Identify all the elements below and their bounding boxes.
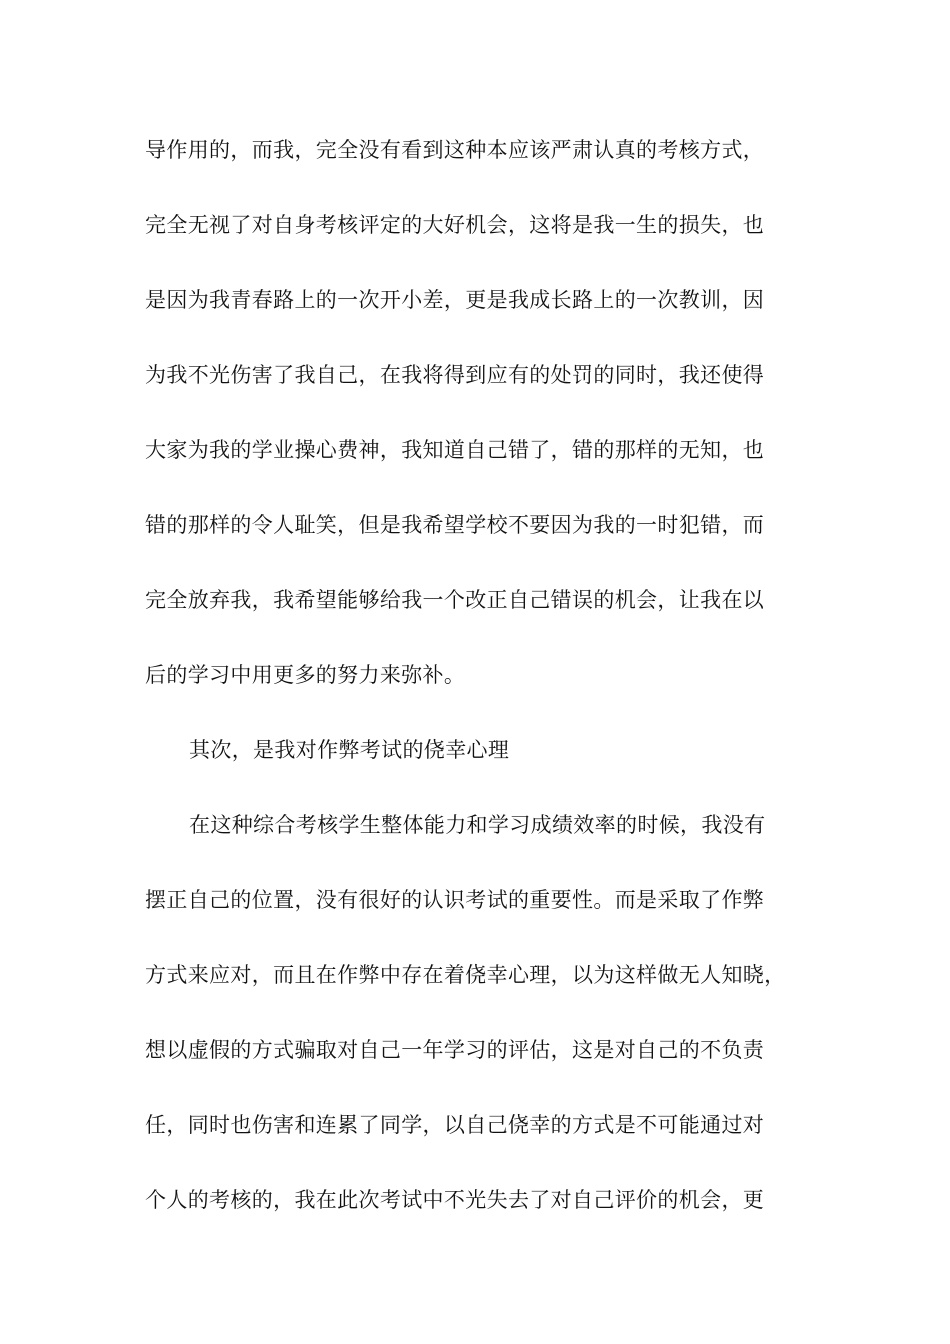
text-line: 导作用的，而我，完全没有看到这种本应该严肃认真的考核方式， — [145, 138, 765, 162]
text-line: 大家为我的学业操心费神，我知道自己错了，错的那样的无知，也 — [145, 438, 765, 462]
text-line: 方式来应对，而且在作弊中存在着侥幸心理，以为这样做无人知晓， — [145, 963, 786, 987]
paragraph-first-line: 在这种综合考核学生整体能力和学习成绩效率的时候，我没有 — [189, 813, 766, 837]
section-heading: 其次，是我对作弊考试的侥幸心理 — [189, 738, 510, 762]
text-line: 任，同时也伤害和连累了同学，以自己侥幸的方式是不可能通过对 — [145, 1113, 765, 1137]
text-line: 完全无视了对自身考核评定的大好机会，这将是我一生的损失，也 — [145, 213, 765, 237]
text-line: 错的那样的令人耻笑，但是我希望学校不要因为我的一时犯错，而 — [145, 513, 765, 537]
text-line: 是因为我青春路上的一次开小差，更是我成长路上的一次教训，因 — [145, 288, 765, 312]
text-line: 想以虚假的方式骗取对自己一年学习的评估，这是对自己的不负责 — [145, 1038, 765, 1062]
text-line: 摆正自己的位置，没有很好的认识考试的重要性。而是采取了作弊 — [145, 888, 765, 912]
text-line: 个人的考核的，我在此次考试中不光失去了对自己评价的机会，更 — [145, 1188, 765, 1212]
text-line: 完全放弃我，我希望能够给我一个改正自己错误的机会，让我在以 — [145, 588, 765, 612]
text-line: 后的学习中用更多的努力来弥补。 — [145, 663, 466, 687]
text-line: 为我不光伤害了我自己，在我将得到应有的处罚的同时，我还使得 — [145, 363, 765, 387]
